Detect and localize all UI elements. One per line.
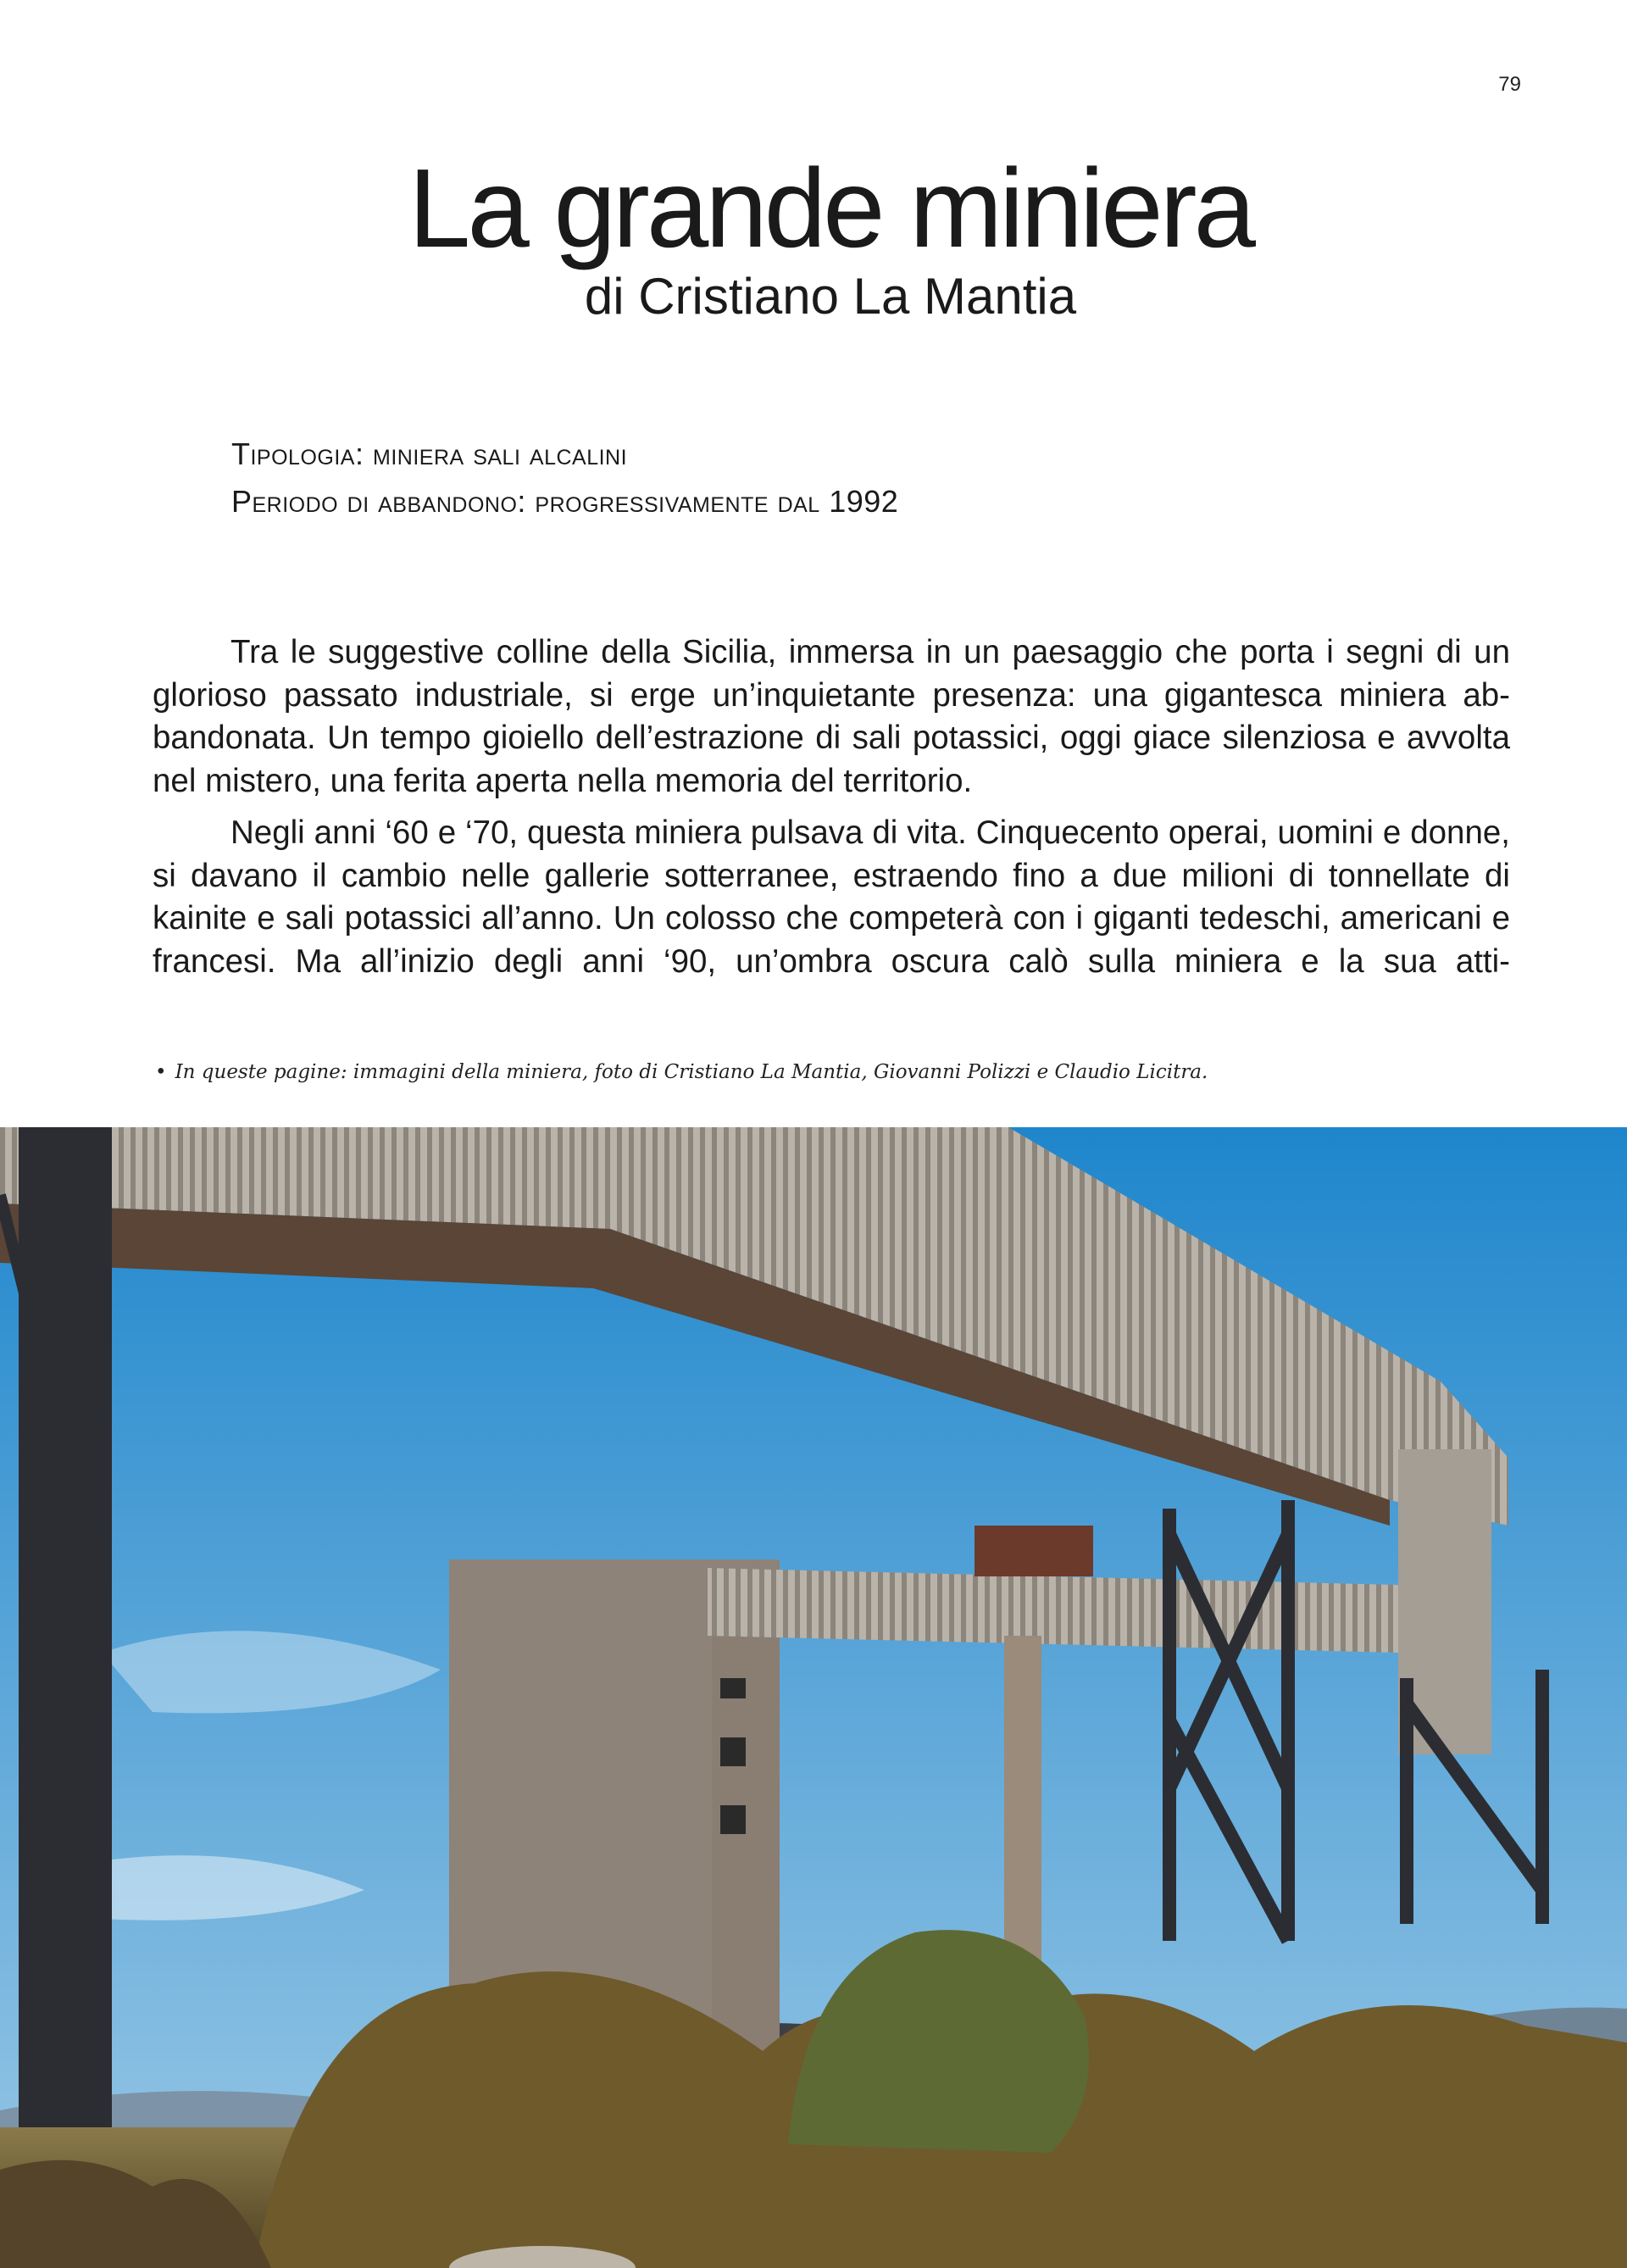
steel-column bbox=[19, 1127, 112, 2268]
title-block bbox=[0, 146, 1627, 325]
meta-period-label: Periodo di abbandono : bbox=[231, 484, 526, 519]
meta-type bbox=[231, 431, 1502, 478]
author-byline: di Cristiano La Mantia bbox=[584, 268, 1077, 325]
article-meta bbox=[231, 431, 1502, 525]
caption-text: In queste pagine: immagini della miniera, foto di Cristiano La Mantia, Giovanni Polizzi e Claudio Licitra. bbox=[175, 1061, 1208, 1083]
paragraph-2: Negli anni ‘60 e ‘70, questa miniera pulsava di vita. Cinquecento operai, uomini e donne, si davano il cambio nelle gallerie sotterranee, estraendo fino a due milioni di tonnellate di kainite e sali potassici all’anno. Un colosso che competerà con i giganti tedeschi, americani e francesi. Ma all’inizio degli anni ‘90, un’ombra oscura calò sulla miniera e la sua atti- bbox=[153, 814, 1510, 980]
winch-house bbox=[975, 1526, 1093, 1576]
article-body bbox=[153, 631, 1510, 992]
mine-photo bbox=[0, 1127, 1627, 2268]
caption-bullet: • bbox=[155, 1061, 167, 1083]
page-number: 79 bbox=[1498, 73, 1521, 96]
meta-type-label: Tipologia : bbox=[231, 436, 364, 471]
page-title: La grande miniera bbox=[408, 146, 1252, 270]
meta-period bbox=[231, 478, 1502, 525]
photo-caption bbox=[155, 1061, 1511, 1083]
meta-period-value: progressivamente dal 1992 bbox=[535, 484, 899, 519]
meta-type-value: miniera sali alcalini bbox=[373, 436, 628, 471]
paragraph-1: Tra le suggestive colline della Sicilia, immersa in un paesaggio che porta i segni di un glorioso passato industriale, si erge un’inquietante presenza: una gigantesca miniera abbandonata. Un tempo gioiello dell’estrazione di sali potassici, oggi giace silenziosa e avvolta nel mistero, una ferita aperta nella memoria del territorio. bbox=[153, 634, 1510, 799]
